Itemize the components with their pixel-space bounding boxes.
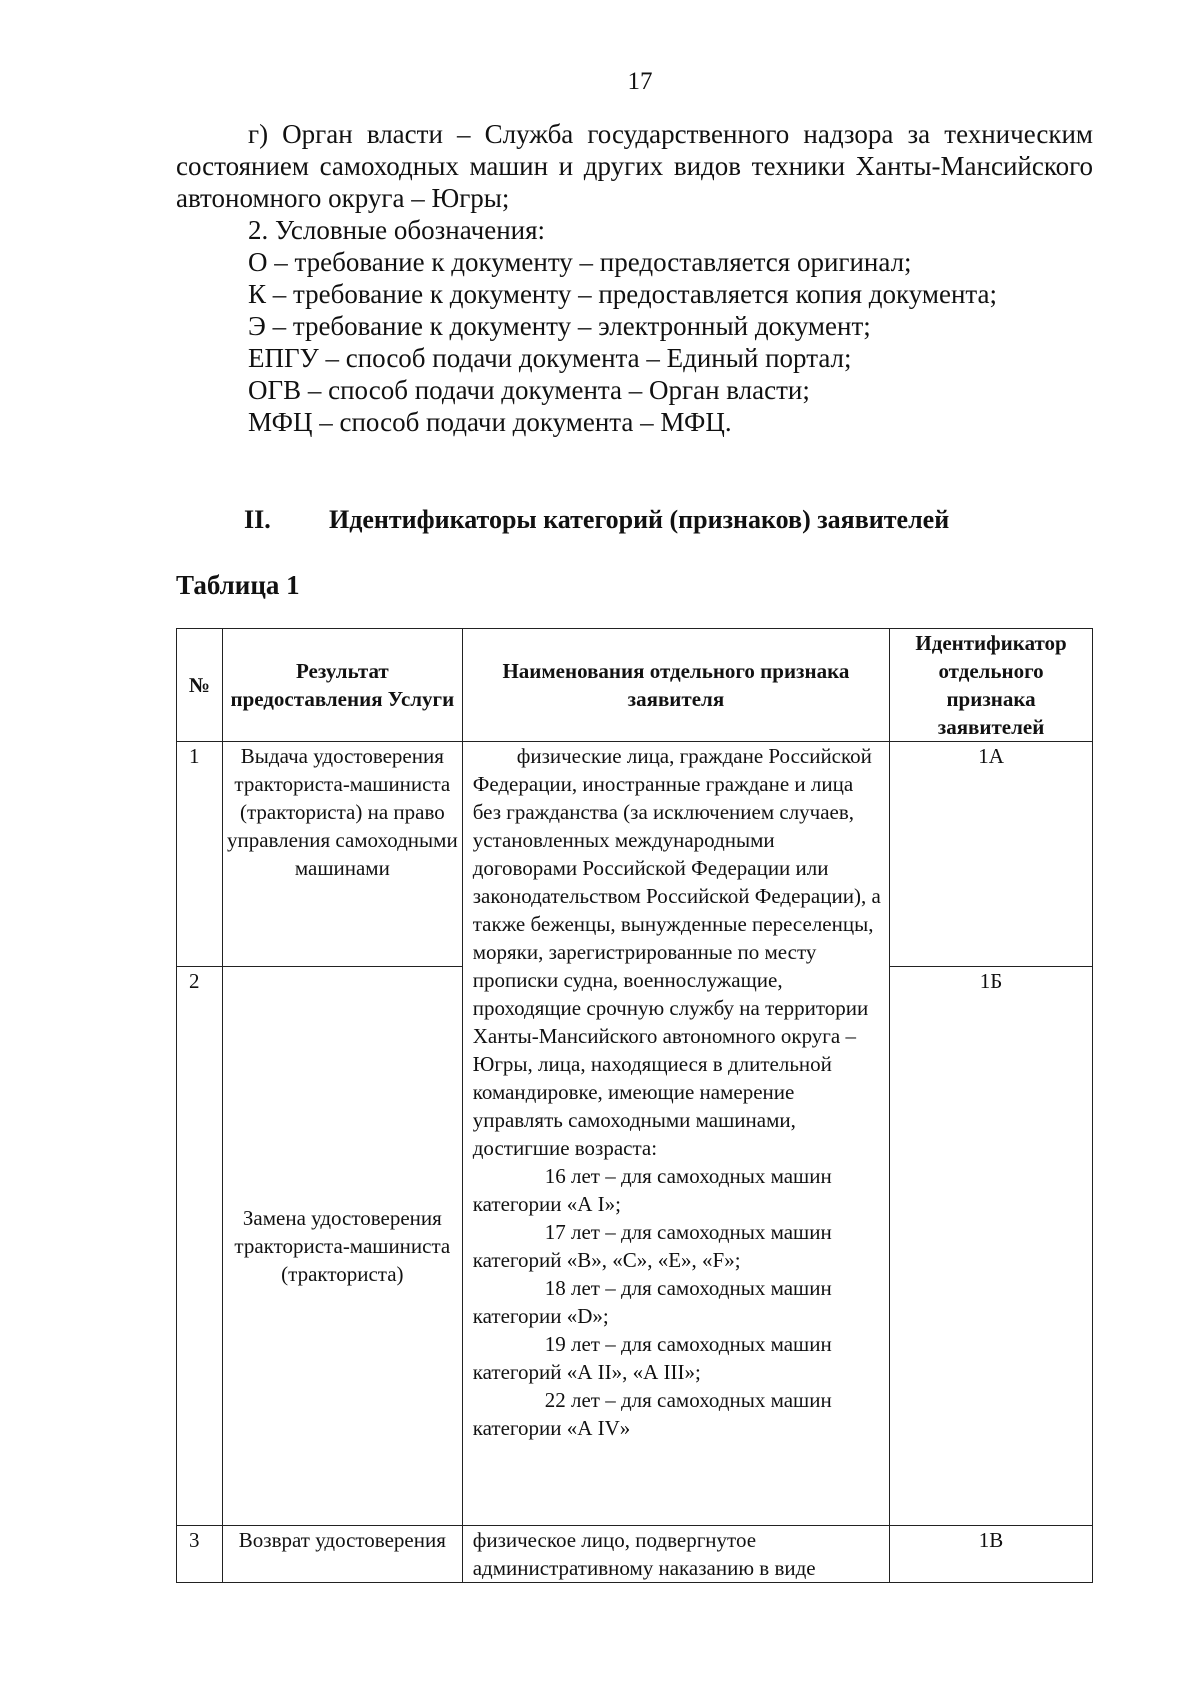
age-requirement: 19 лет – для самоходных машин категорий «А II», «А III»; [472, 1332, 832, 1384]
row-result: Замена удостоверения тракториста-машиниста (тракториста) [222, 967, 462, 1526]
legend-item: К – требование к документу – предоставляется копия документа; [248, 279, 998, 309]
table-caption: Таблица 1 [176, 570, 300, 600]
applicant-categories-table [176, 628, 1093, 1583]
header-number: № [177, 629, 223, 742]
header-result: Результат предоставления Услуги [222, 629, 462, 742]
paragraph-authority: г) Орган власти – Служба государственного надзора за техническим состоянием самоходных машин и других видов техники Ханты-Мансийского автономного округа – Югры; [176, 119, 1093, 213]
table-header-row [177, 629, 1093, 742]
legend-item: ЕПГУ – способ подачи документа – Единый портал; [248, 343, 852, 373]
row-result: Возврат удостоверения [222, 1526, 462, 1583]
shared-attribute-intro: физические лица, граждане Российской Федерации, иностранные граждане и лица без гражданства (за исключением случаев, установленных международными договорами Российской Федерации или законодательством Российской Федерации), а также беженцы, вынужденные переселенцы, моряки, зарегистрированные по месту прописки судна, военнослужащие, проходящие срочную службу на территории Ханты-Мансийского автономного округа – Югры, лица, находящиеся в длительной командировке, имеющие намерение управлять самоходными машинами, достигшие возраста: [472, 744, 881, 1160]
age-requirement: 22 лет – для самоходных машин категории «А IV» [472, 1388, 832, 1440]
shared-attribute-cell [462, 742, 889, 1526]
row-number: 1 [177, 742, 223, 967]
page-number: 17 [627, 68, 653, 95]
row-number: 3 [177, 1526, 223, 1583]
row-attribute-name: физическое лицо, подвергнутое административному наказанию в виде [462, 1526, 889, 1583]
legend-item: Э – требование к документу – электронный документ; [248, 311, 871, 341]
section-heading [244, 505, 949, 535]
row-identifier: 1Б [890, 967, 1093, 1526]
age-requirement: 17 лет – для самоходных машин категорий «B», «C», «E», «F»; [472, 1220, 832, 1272]
legend-item: ОГВ – способ подачи документа – Орган власти; [248, 375, 810, 405]
section-title: Идентификаторы категорий (признаков) заявителей [329, 505, 950, 534]
table-row [177, 742, 1093, 967]
section-number: II. [244, 505, 271, 534]
table-row [177, 1526, 1093, 1583]
row-number: 2 [177, 967, 223, 1526]
legend-item: МФЦ – способ подачи документа – МФЦ. [248, 407, 732, 437]
row-identifier: 1В [890, 1526, 1093, 1583]
row-result: Выдача удостоверения тракториста-машиниста (тракториста) на право управления самоходными машинами [222, 742, 462, 967]
age-requirement: 18 лет – для самоходных машин категории «D»; [472, 1276, 832, 1328]
header-attribute-name: Наименования отдельного признака заявителя [462, 629, 889, 742]
legend-title: 2. Условные обозначения: [248, 215, 546, 245]
header-identifier: Идентификатор отдельного признака заявителей [890, 629, 1093, 742]
intro-block [176, 118, 1093, 438]
legend-item: О – требование к документу – предоставляется оригинал; [248, 247, 912, 277]
age-requirement: 16 лет – для самоходных машин категории «А I»; [472, 1164, 832, 1216]
row-identifier: 1А [890, 742, 1093, 967]
